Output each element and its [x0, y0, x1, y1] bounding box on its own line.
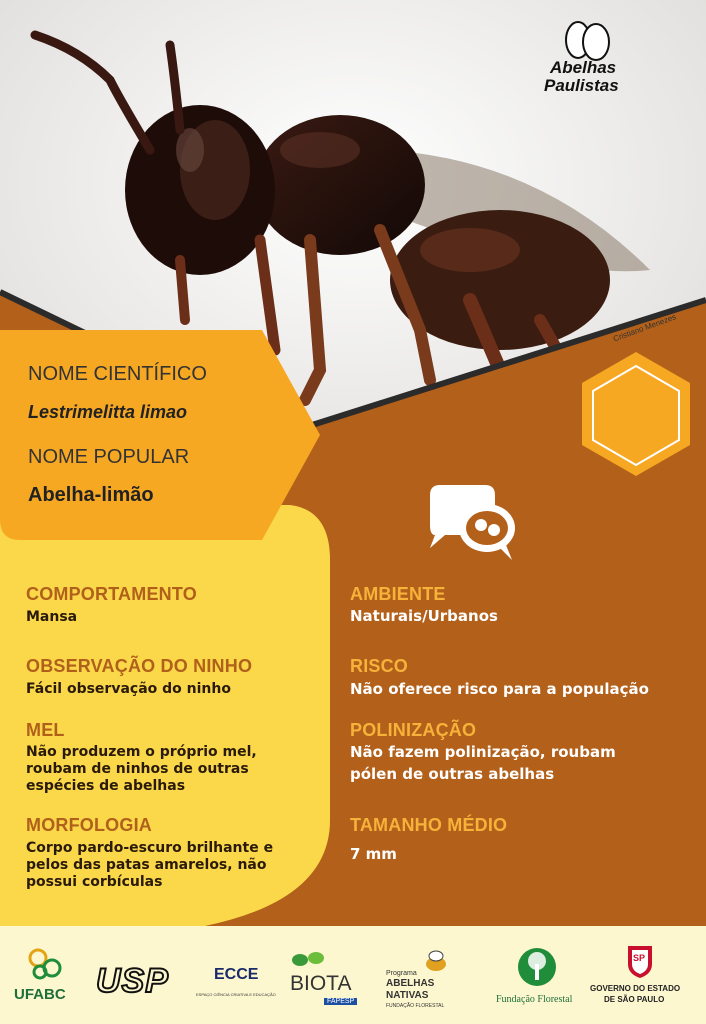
fundacao-florestal-logo: [496, 946, 578, 1016]
ufabc-logo: [14, 944, 74, 1014]
ff-small-text: FUNDAÇÃO FLORESTAL: [386, 1003, 445, 1009]
nest-observation-title: OBSERVAÇÃO DO NINHO: [26, 656, 253, 676]
scientific-name-label: NOME CIENTÍFICO: [28, 363, 207, 385]
biota-text: BIOTA: [290, 972, 352, 995]
biota-leaf-icon: [290, 948, 330, 970]
honey-text: Não produzem o próprio mel, roubam de ninhos de outras espécies de abelhas: [26, 744, 257, 794]
governo-line1: GOVERNO DO ESTADO: [590, 984, 681, 993]
abelhas-text: ABELHAS: [386, 978, 435, 989]
ecce-logo: [196, 962, 276, 1012]
environment-text: Naturais/Urbanos: [350, 607, 498, 625]
footer-logos: [0, 926, 706, 1024]
sp-emblem-text: SP: [633, 953, 646, 963]
ufabc-text: UFABC: [14, 986, 66, 1003]
risk-text: Não oferece risco para a população: [350, 680, 649, 698]
tree-icon: [516, 946, 558, 988]
photo-credit: Cristiano Menezes: [612, 312, 678, 344]
average-size-text: 7 mm: [350, 845, 397, 863]
pollination-text: Não fazem polinização, roubam pólen de outras abelhas: [350, 743, 616, 783]
ufabc-emblem-icon: [26, 944, 66, 982]
ecce-subtext: ESPAÇO CIÊNCIA CRIATIVA E EDUCAÇÃO: [196, 992, 276, 997]
brand-line1: Abelhas: [550, 58, 617, 77]
morphology-title: MORFOLOGIA: [26, 815, 152, 835]
behavior-text: Mansa: [26, 609, 78, 625]
governo-sp-logo: [590, 940, 700, 1020]
usp-logo: USP: [96, 962, 169, 1000]
abelhas-nativas-logo: [386, 948, 466, 1018]
average-size-title: TAMANHO MÉDIO: [350, 815, 508, 835]
fundacao-text: Fundação Florestal: [496, 994, 573, 1005]
governo-line2: DE SÃO PAULO: [604, 995, 665, 1004]
environment-title: AMBIENTE: [350, 584, 446, 604]
pollination-title: POLINIZAÇÃO: [350, 720, 477, 740]
ecce-text: ECCE: [214, 966, 259, 983]
brand-line2: Paulistas: [544, 76, 619, 95]
programa-text: Programa: [386, 970, 417, 977]
morphology-text: Corpo pardo-escuro brilhante e pelos das patas amarelos, não possui corbículas: [26, 840, 274, 890]
biota-fapesp: FAPESP: [324, 998, 357, 1005]
behavior-title: COMPORTAMENTO: [26, 584, 197, 604]
popular-name-value: Abelha-limão: [28, 484, 154, 506]
risk-title: RISCO: [350, 656, 409, 676]
bee-icon: [422, 948, 452, 974]
scientific-name-value: Lestrimelitta limao: [28, 402, 188, 422]
biota-logo: [290, 948, 370, 1014]
honey-title: MEL: [26, 720, 65, 740]
nativas-text: NATIVAS: [386, 990, 429, 1001]
nest-observation-text: Fácil observação do ninho: [26, 681, 231, 697]
popular-name-label: NOME POPULAR: [28, 446, 190, 468]
abelhas-paulistas-logo: [540, 20, 650, 100]
